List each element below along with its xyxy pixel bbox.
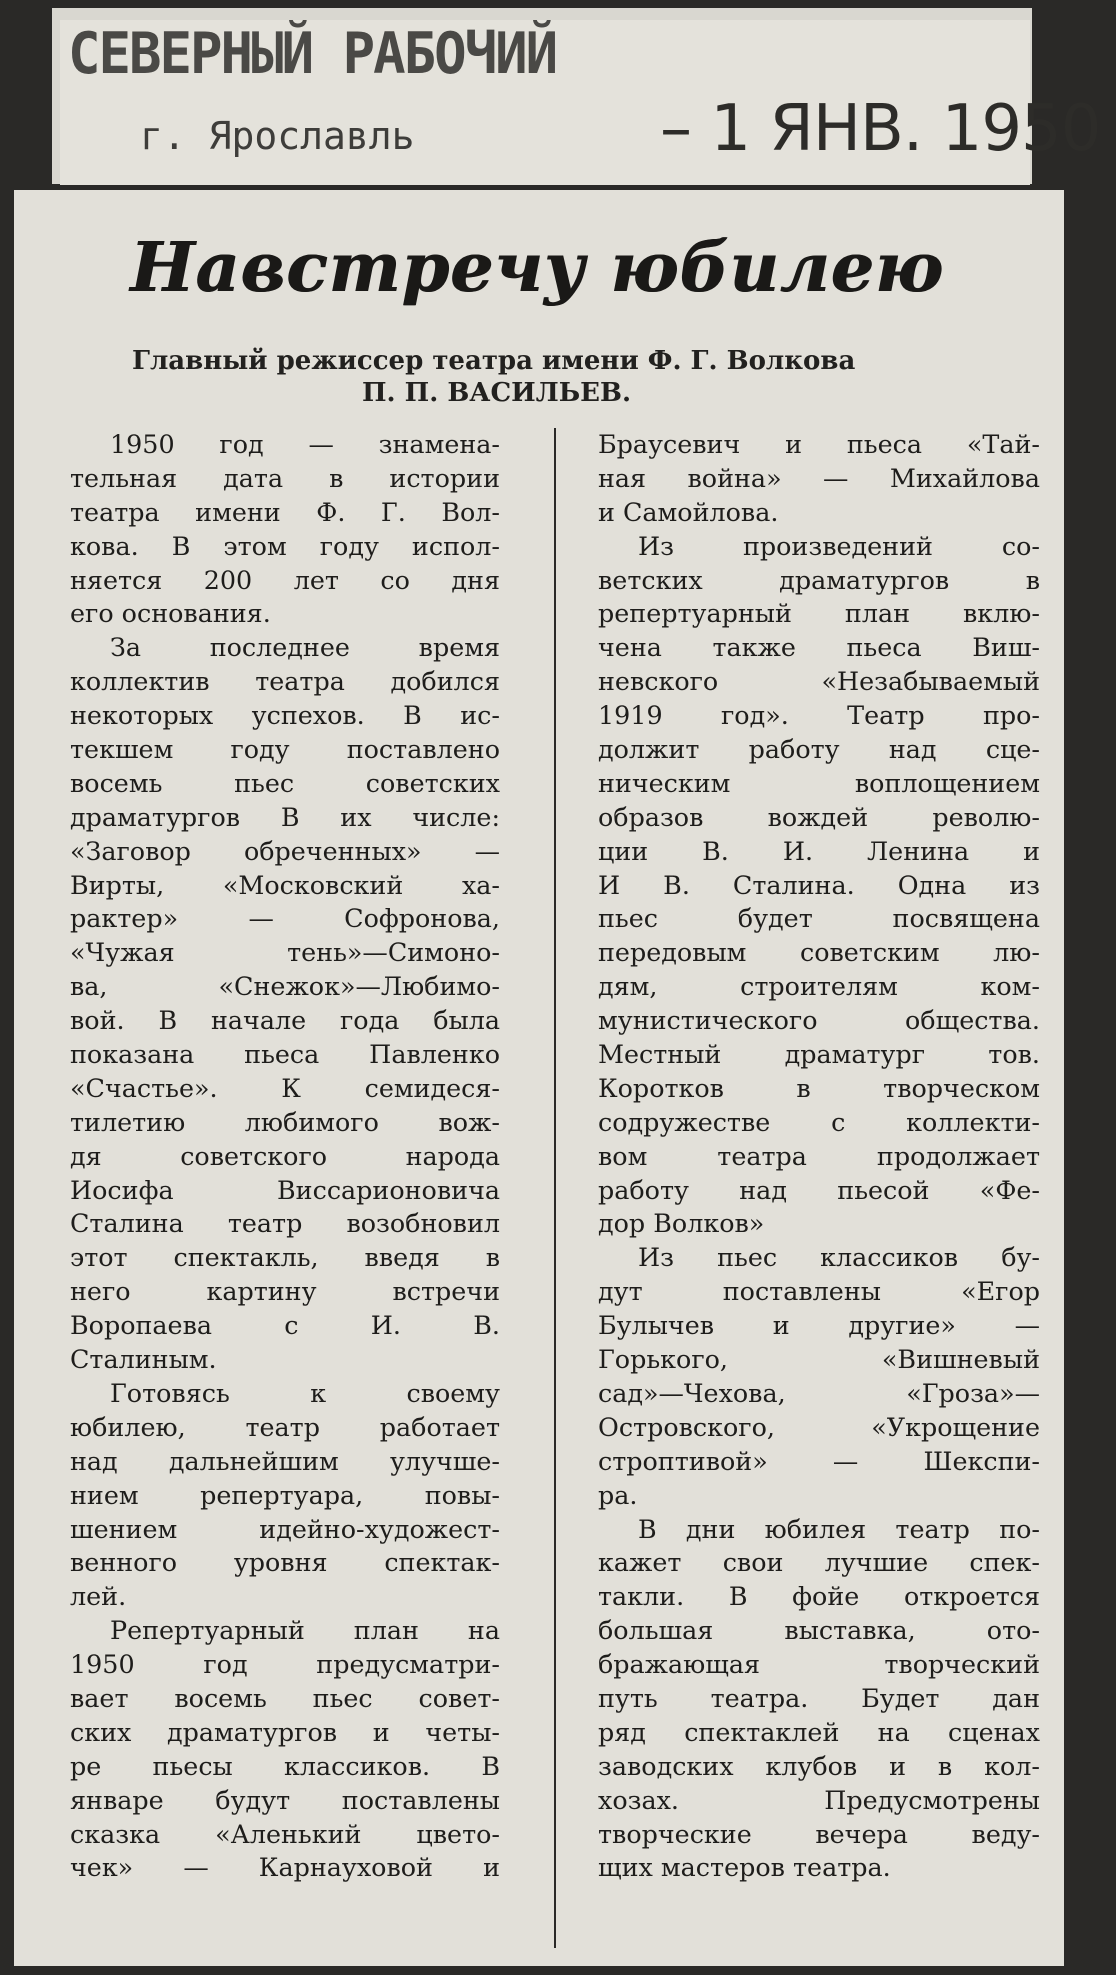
- article-text-line: восемь пьес советских: [70, 767, 500, 798]
- article-text-line: ряд спектаклей на сценах: [598, 1716, 1040, 1747]
- article-text-line: няется 200 лет со дня: [70, 564, 500, 595]
- article-text-line: Из произведений со-: [638, 530, 1040, 561]
- article-text-line: передовым советским лю-: [598, 937, 1040, 968]
- article-text-line: большая выставка, ото-: [598, 1615, 1040, 1646]
- article-text-line: И В. Сталина. Одна из: [598, 869, 1040, 900]
- article-text-line: кова. В этом году испол-: [70, 530, 500, 561]
- article-text-line: ских драматургов и четы-: [70, 1716, 500, 1747]
- article-text-line: 1919 год». Театр про-: [598, 700, 1040, 731]
- article-text-line: ническим воплощением: [598, 767, 1040, 798]
- article-text-line: строптивой» — Шекспи-: [598, 1445, 1040, 1476]
- article-text-line: Коротков в творческом: [598, 1072, 1040, 1103]
- article-text-line: тилетию любимого вож-: [70, 1106, 500, 1137]
- article-text-line: Вирты, «Московский ха-: [70, 869, 500, 900]
- article-text-line: 1950 год предусматри-: [70, 1649, 500, 1680]
- article-text-line: шением идейно-художест-: [70, 1513, 500, 1544]
- article-text-line: За последнее время: [110, 632, 500, 663]
- article-text-line: ции В. И. Ленина и: [598, 835, 1040, 866]
- left-column: [70, 428, 500, 1885]
- article-text-line: работу над пьесой «Фе-: [598, 1174, 1040, 1205]
- byline-title: Главный режиссер театра имени Ф. Г. Волкова: [132, 346, 856, 376]
- article-text-line: бражающая творческий: [598, 1649, 1040, 1680]
- article-text-line: Местный драматург тов.: [598, 1039, 1040, 1070]
- article-text-line: образов вождей револю-: [598, 801, 1040, 832]
- byline-name: П. П. ВАСИЛЬЕВ.: [362, 378, 632, 408]
- article-text-line: Булычев и другие» —: [598, 1310, 1040, 1341]
- article-text-line: сказка «Аленький цвето-: [70, 1818, 500, 1849]
- right-column: [598, 428, 1040, 1885]
- article-text-line: Островского, «Укрощение: [598, 1411, 1040, 1442]
- article-text-line: дя советского народа: [70, 1140, 500, 1171]
- article-text-line: невского «Незабываемый: [598, 666, 1040, 697]
- article-text-line: кажет свои лучшие спек-: [598, 1547, 1040, 1578]
- article-text-line: этот спектакль, введя в: [70, 1242, 500, 1273]
- article-text-line: Горького, «Вишневый: [598, 1344, 1040, 1375]
- article-text-line: Из пьес классиков бу-: [638, 1242, 1040, 1273]
- article-text-line: нием репертуара, повы-: [70, 1479, 500, 1510]
- article-text-line: творческие вечера веду-: [598, 1818, 1040, 1849]
- article-text-line: В дни юбилея театр по-: [638, 1513, 1040, 1544]
- article-text-line: юбилею, театр работает: [70, 1411, 500, 1442]
- article-text-line: щих мастеров театра.: [598, 1852, 891, 1883]
- article-text-line: Сталиным.: [70, 1344, 217, 1375]
- article-text-line: дут поставлены «Егор: [598, 1276, 1040, 1307]
- article-text-line: ва, «Снежок»—Любимо-: [70, 971, 500, 1002]
- article-text-line: должит работу над сце-: [598, 734, 1040, 765]
- article-text-line: Готовясь к своему: [110, 1377, 500, 1408]
- article-text-line: ная война» — Михайлова: [598, 462, 1040, 493]
- article-text-line: пьес будет посвящена: [598, 903, 1040, 934]
- article-text-line: чена также пьеса Виш-: [598, 632, 1040, 663]
- article-text-line: вом театра продолжает: [598, 1140, 1040, 1171]
- article-text-line: ра.: [598, 1479, 638, 1510]
- article-text-line: Репертуарный план на: [110, 1615, 500, 1646]
- article-text-line: ре пьесы классиков. В: [70, 1750, 500, 1781]
- article-text-line: «Заговор обреченных» —: [70, 835, 500, 866]
- article-text-line: ветских драматургов в: [598, 564, 1040, 595]
- article-text-line: хозах. Предусмотрены: [598, 1784, 1040, 1815]
- article-text-line: январе будут поставлены: [70, 1784, 500, 1815]
- article-text-line: некоторых успехов. В ис-: [70, 700, 500, 731]
- article-text-line: Иосифа Виссарионовича: [70, 1174, 500, 1205]
- article-headline: Навстречу юбилею: [130, 228, 944, 308]
- article-text-line: мунистического общества.: [598, 1005, 1040, 1036]
- newspaper-name-stamp: СЕВЕРНЫЙ РАБОЧИЙ: [68, 20, 557, 87]
- article-text-line: театра имени Ф. Г. Вол-: [70, 496, 500, 527]
- article-text-line: тельная дата в истории: [70, 462, 500, 493]
- article-text-line: «Счастье». К семидеся-: [70, 1072, 500, 1103]
- article-text-line: дям, строителям ком-: [598, 971, 1040, 1002]
- article-text-line: драматургов В их числе:: [70, 801, 500, 832]
- article-text-line: Воропаева с И. В.: [70, 1310, 500, 1341]
- article-text-line: путь театра. Будет дан: [598, 1682, 1040, 1713]
- article-text-line: 1950 год — знамена-: [110, 429, 500, 459]
- article-text-line: Браусевич и пьеса «Тай-: [598, 429, 1040, 459]
- article-text-line: репертуарный план вклю-: [598, 598, 1040, 629]
- article-text-line: такли. В фойе откроется: [598, 1581, 1040, 1612]
- article-text-line: его основания.: [70, 598, 271, 629]
- article-text-line: над дальнейшим улучше-: [70, 1445, 500, 1476]
- article-text-line: дор Волков»: [598, 1208, 765, 1239]
- article-text-line: сад»—Чехова, «Гроза»—: [598, 1377, 1040, 1408]
- article-text-line: рактер» — Софронова,: [70, 903, 500, 934]
- article-text-line: показана пьеса Павленко: [70, 1039, 500, 1070]
- article-text-line: содружестве с коллекти-: [598, 1106, 1040, 1137]
- article-text-line: него картину встречи: [70, 1276, 500, 1307]
- article-text-line: «Чужая тень»—Симоно-: [70, 937, 500, 968]
- article-text-line: заводских клубов и в кол-: [598, 1750, 1040, 1781]
- article-text-line: текшем году поставлено: [70, 734, 500, 765]
- article-text-line: Сталина театр возобновил: [70, 1208, 500, 1239]
- article-text-line: коллектив театра добился: [70, 666, 500, 697]
- article-text-line: венного уровня спектак-: [70, 1547, 500, 1578]
- article-text-line: вой. В начале года была: [70, 1005, 500, 1036]
- article-text-line: лей.: [70, 1581, 127, 1612]
- date-stamp: – 1 ЯНВ. 1950: [660, 92, 1101, 166]
- article-text-line: вает восемь пьес совет-: [70, 1682, 500, 1713]
- article-text-line: чек» — Карнауховой и: [70, 1852, 500, 1883]
- city-stamp: г. Ярославль: [140, 114, 415, 158]
- article-text-line: и Самойлова.: [598, 496, 779, 527]
- column-divider: [554, 428, 556, 1948]
